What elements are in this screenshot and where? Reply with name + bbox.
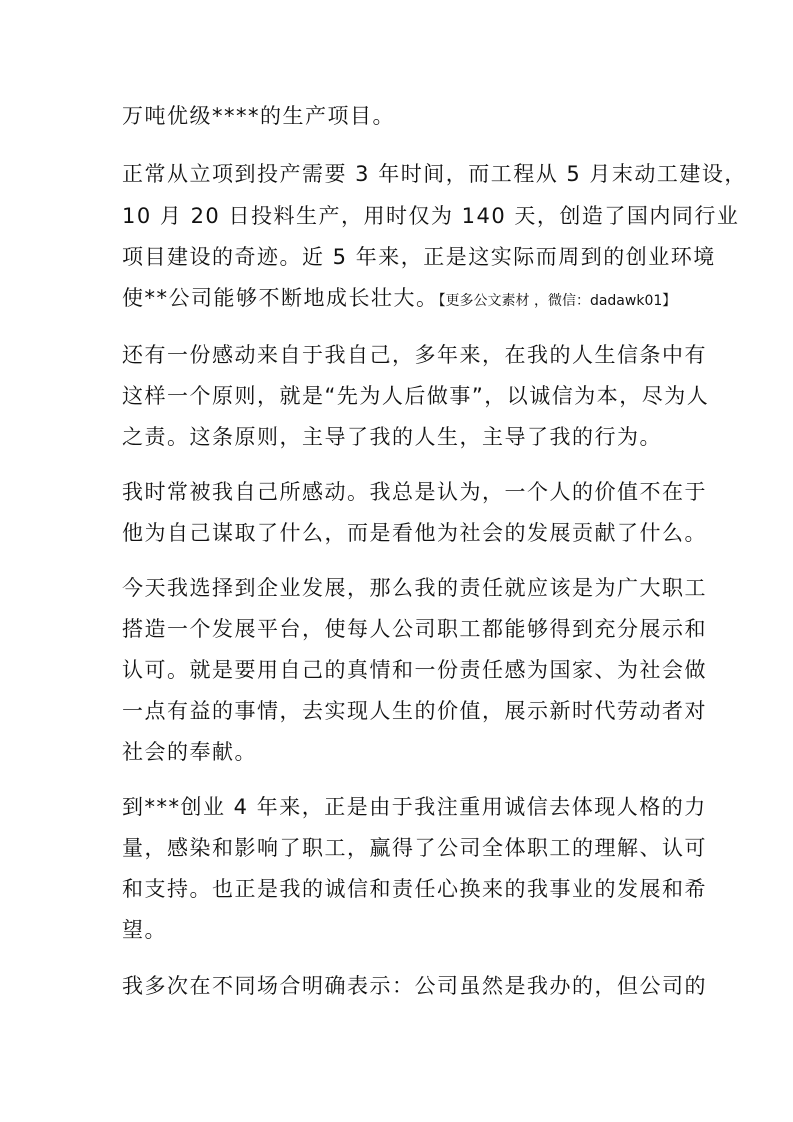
paragraph-line: 这样一个原则，就是“先为人后做事”，以诚信为本，尽为人 bbox=[122, 384, 710, 408]
paragraph-line: 我时常被我自己所感动。我总是认为，一个人的价值不在于 bbox=[122, 480, 707, 504]
paragraph-line: 搭造一个发展平台，使每人公司职工都能够得到充分展示和 bbox=[122, 617, 707, 641]
paragraph-line: 一点有益的事情，去实现人生的价值，展示新时代劳动者对 bbox=[122, 699, 707, 723]
paragraph-line: 认可。就是要用自己的真情和一份责任感为国家、为社会做 bbox=[122, 658, 707, 682]
paragraph-line: 正常从立项到投产需要 3 年时间，而工程从 5 月末动工建设， bbox=[122, 162, 747, 186]
paragraph-line: 望。 bbox=[122, 918, 167, 942]
paragraph-line: 和支持。也正是我的诚信和责任心换来的我事业的发展和希 bbox=[122, 877, 707, 901]
paragraph-line: 到***创业 4 年来，正是由于我注重用诚信去体现人格的力 bbox=[122, 795, 707, 819]
paragraph-line: 社会的奉献。 bbox=[122, 740, 257, 764]
paragraph-line: 今天我选择到企业发展，那么我的责任就应该是为广大职工 bbox=[122, 576, 707, 600]
paragraph-text: 使**公司能够不断地成长壮大。 bbox=[122, 286, 439, 310]
promo-note: 【更多公文素材 ，微信：dadawk01】 bbox=[438, 293, 677, 309]
paragraph-line: 量，感染和影响了职工，赢得了公司全体职工的理解、认可 bbox=[122, 836, 707, 860]
paragraph-line: 项目建设的奇迹。近 5 年来，正是这实际而周到的创业环境 bbox=[122, 245, 716, 269]
paragraph-line: 还有一份感动来自于我自己，多年来，在我的人生信条中有 bbox=[122, 343, 707, 367]
paragraph-line: 10 月 20 日投料生产，用时仅为 140 天，创造了国内同行业 bbox=[122, 204, 740, 228]
paragraph-line: 他为自己谋取了什么，而是看他为社会的发展贡献了什么。 bbox=[122, 521, 707, 545]
paragraph-line: 我多次在不同场合明确表示：公司虽然是我办的，但公司的 bbox=[122, 974, 707, 998]
paragraph-line: 之责。这条原则，主导了我的人生，主导了我的行为。 bbox=[122, 425, 662, 449]
paragraph-line bbox=[122, 283, 682, 316]
paragraph-line: 万吨优级****的生产项目。 bbox=[122, 104, 395, 128]
